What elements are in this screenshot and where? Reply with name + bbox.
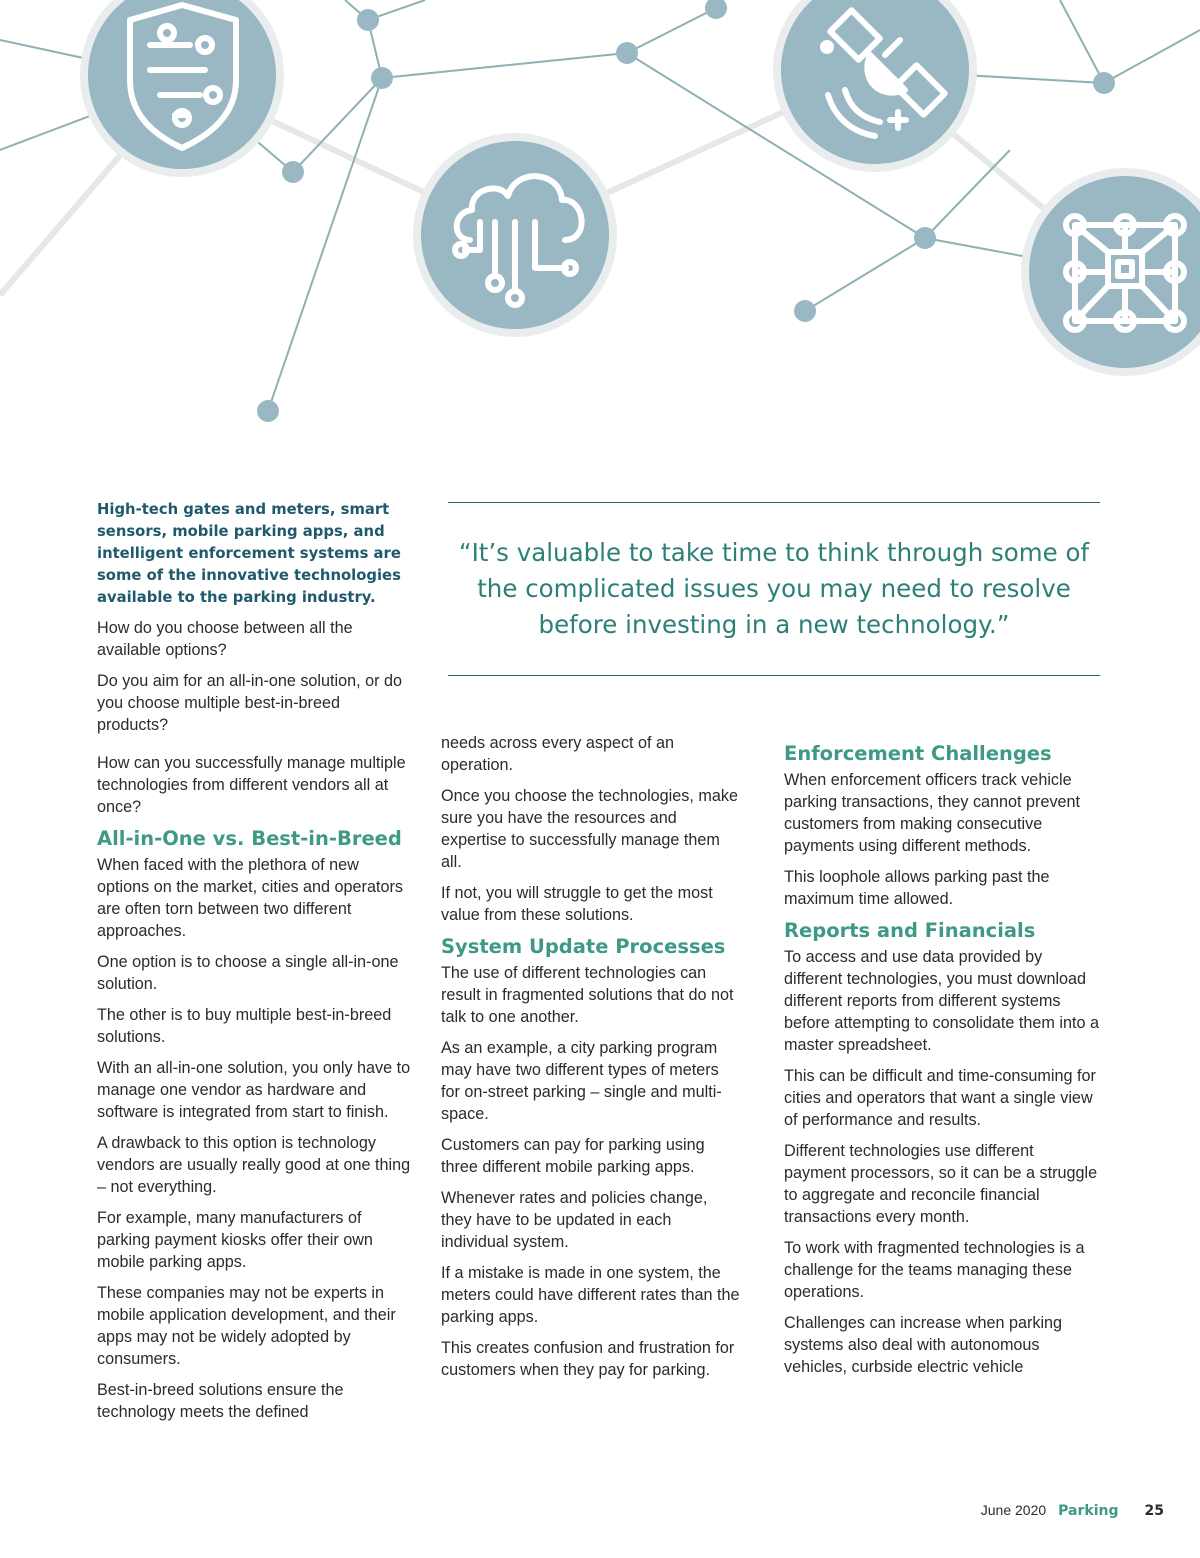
body-paragraph: When faced with the plethora of new options on the market, cities and operators are often torn between two different approaches. — [97, 856, 403, 940]
body-paragraph: How can you successfully manage multiple technologies from different vendors all at once? — [97, 754, 406, 816]
section-heading: All-in-One vs. Best-in-Breed — [97, 827, 402, 850]
body-paragraph: If not, you will struggle to get the most value from these solutions. — [441, 884, 713, 924]
section-heading: Reports and Financials — [784, 919, 1036, 942]
body-paragraph: Do you aim for an all-in-one solution, or do you choose multiple best-in-breed products? — [97, 672, 403, 734]
article-column-3 — [784, 740, 1100, 1378]
body-paragraph: The other is to buy multiple best-in-breed solutions. — [97, 1006, 392, 1046]
page-footer — [981, 1502, 1164, 1519]
chip-network-icon — [1066, 216, 1184, 330]
issue-date: June 2020 — [980, 1502, 1047, 1518]
body-paragraph: Once you choose the technologies, make sure you have the resources and expertise to successfully manage them all. — [441, 787, 738, 871]
body-paragraph: To work with fragmented technologies is a challenge for the teams managing these operations. — [784, 1239, 1085, 1301]
section-heading: System Update Processes — [441, 935, 726, 958]
body-paragraph: The use of different technologies can result in fragmented solutions that do not talk to one another. — [441, 964, 734, 1026]
article-column-2 — [441, 732, 741, 1381]
page-number: 25 — [1144, 1503, 1164, 1519]
article-column-1 — [97, 499, 415, 1423]
body-paragraph: These companies may not be experts in mobile application development, and their apps may not be widely adopted by consumers. — [97, 1284, 396, 1368]
body-paragraph: needs across every aspect of an operation. — [441, 734, 675, 774]
intro-paragraph: High-tech gates and meters, smart sensors, mobile parking apps, and intelligent enforcement systems are some of the innovative technologies available to the parking industry. — [97, 501, 401, 606]
body-paragraph: With an all-in-one solution, you only have to manage one vendor as hardware and software is integrated from start to finish. — [97, 1059, 411, 1121]
body-paragraph: As an example, a city parking program may have two different types of meters for on-street parking – single and multi-space. — [441, 1039, 722, 1123]
body-paragraph: How do you choose between all the available options? — [97, 619, 353, 659]
body-paragraph: Challenges can increase when parking systems also deal with autonomous vehicles, curbside electric vehicle — [784, 1314, 1063, 1376]
body-paragraph: Different technologies use different payment processors, so it can be a struggle to aggregate and reconcile financial transactions every month. — [784, 1142, 1098, 1226]
body-paragraph: To access and use data provided by different technologies, you must download different reports from different systems before attempting to consolidate them into a master spreadsheet. — [784, 948, 1099, 1054]
body-paragraph: Best-in-breed solutions ensure the technology meets the defined — [97, 1381, 344, 1421]
body-paragraph: When enforcement officers track vehicle parking transactions, they cannot prevent customers from making consecutive payments using different methods. — [784, 771, 1081, 855]
publication-name: Parking — [1058, 1503, 1119, 1519]
body-paragraph: One option is to choose a single all-in-one solution. — [97, 953, 399, 993]
body-paragraph: Whenever rates and policies change, they have to be updated in each individual system. — [441, 1189, 708, 1251]
body-paragraph: For example, many manufacturers of parking payment kiosks offer their own mobile parking apps. — [97, 1209, 373, 1271]
hero-network-illustration — [0, 0, 1200, 440]
body-paragraph: This loophole allows parking past the maximum time allowed. — [784, 868, 1050, 908]
body-paragraph: Customers can pay for parking using three different mobile parking apps. — [441, 1136, 705, 1176]
pull-quote-text: “It’s valuable to take time to think through some of the complicated issues you may need to resolve before investing in a new technology.” — [458, 538, 1090, 639]
section-heading: Enforcement Challenges — [784, 742, 1052, 765]
body-paragraph: If a mistake is made in one system, the meters could have different rates than the parking apps. — [441, 1264, 740, 1326]
body-paragraph: A drawback to this option is technology vendors are usually really good at one thing – not everything. — [97, 1134, 411, 1196]
body-paragraph: This creates confusion and frustration for customers when they pay for parking. — [441, 1339, 735, 1379]
pull-quote — [448, 502, 1100, 676]
body-paragraph: This can be difficult and time-consuming for cities and operators that want a single view of performance and results. — [784, 1067, 1096, 1129]
